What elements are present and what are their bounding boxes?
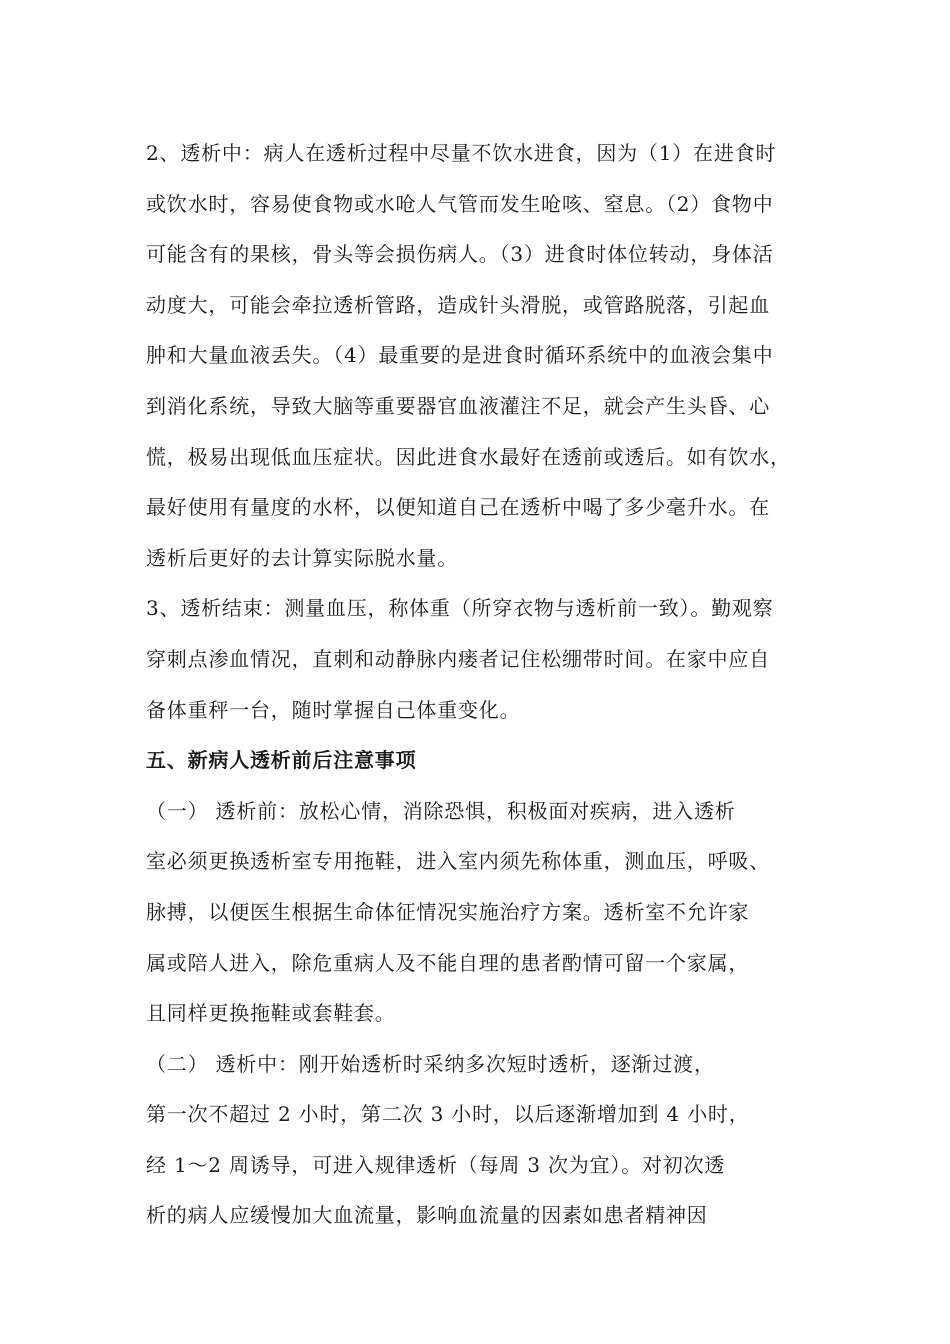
paragraph-line: 脉搏，以便医生根据生命体征情况实施治疗方案。透析室不允许家: [146, 899, 750, 924]
paragraph-line: 备体重秤一台，随时掌握自己体重变化。: [146, 697, 521, 722]
paragraph-line: 析的病人应缓慢加大血流量，影响血流量的因素如患者精神因: [146, 1203, 708, 1228]
paragraph-line: 最好使用有量度的水杯，以便知道自己在透析中喝了多少毫升水。在: [146, 495, 770, 520]
paragraph-line: 慌，极易出现低血压症状。因此进食水最好在透前或透后。如有饮水，: [146, 444, 791, 469]
paragraph-line: 动度大，可能会牵拉透析管路，造成针头滑脱，或管路脱落，引起血: [146, 292, 770, 317]
paragraph-line: 穿刺点渗血情况，直刺和动静脉内瘘者记住松绷带时间。在家中应自: [146, 646, 770, 671]
paragraph-line: 且同样更换拖鞋或套鞋套。: [146, 1001, 396, 1026]
paragraph-line: 到消化系统，导致大脑等重要器官血液灌注不足，就会产生头昏、心: [146, 393, 770, 418]
paragraph-line: 经 1～2 周诱导，可进入规律透析（每周 3 次为宜）。对初次透: [146, 1152, 726, 1177]
paragraph-line: 第一次不超过 2 小时，第二次 3 小时，以后逐渐增加到 4 小时，: [146, 1102, 750, 1127]
paragraph-line: 肿和大量血液丢失。（4）最重要的是进食时循环系统中的血液会集中: [146, 343, 774, 368]
paragraph-line: 室必须更换透析室专用拖鞋，进入室内须先称体重，测血压，呼吸、: [146, 849, 770, 874]
paragraph-line: 3、透析结束：测量血压，称体重（所穿衣物与透析前一致）。勤观察: [146, 596, 774, 621]
document-body: [146, 128, 808, 1241]
paragraph-line: （二） 透析中：刚开始透析时采纳多次短时透析，逐渐过渡，: [146, 1051, 715, 1076]
paragraph-line: 属或陪人进入，除危重病人及不能自理的患者酌情可留一个家属，: [146, 950, 750, 975]
paragraph-line: 透析后更好的去计算实际脱水量。: [146, 545, 458, 570]
paragraph-line: （一） 透析前：放松心情，消除恐惧，积极面对疾病，进入透析: [146, 798, 736, 823]
paragraph-line: 2、透析中：病人在透析过程中尽量不饮水进食，因为（1）在进食时: [146, 141, 777, 165]
section-heading: 五、新病人透析前后注意事项: [146, 748, 417, 773]
paragraph-line: 可能含有的果核，骨头等会损伤病人。（3）进食时体位转动，身体活: [146, 242, 774, 267]
paragraph-line: 或饮水时，容易使食物或水呛人气管而发生呛咳、窒息。（2）食物中: [146, 191, 774, 216]
